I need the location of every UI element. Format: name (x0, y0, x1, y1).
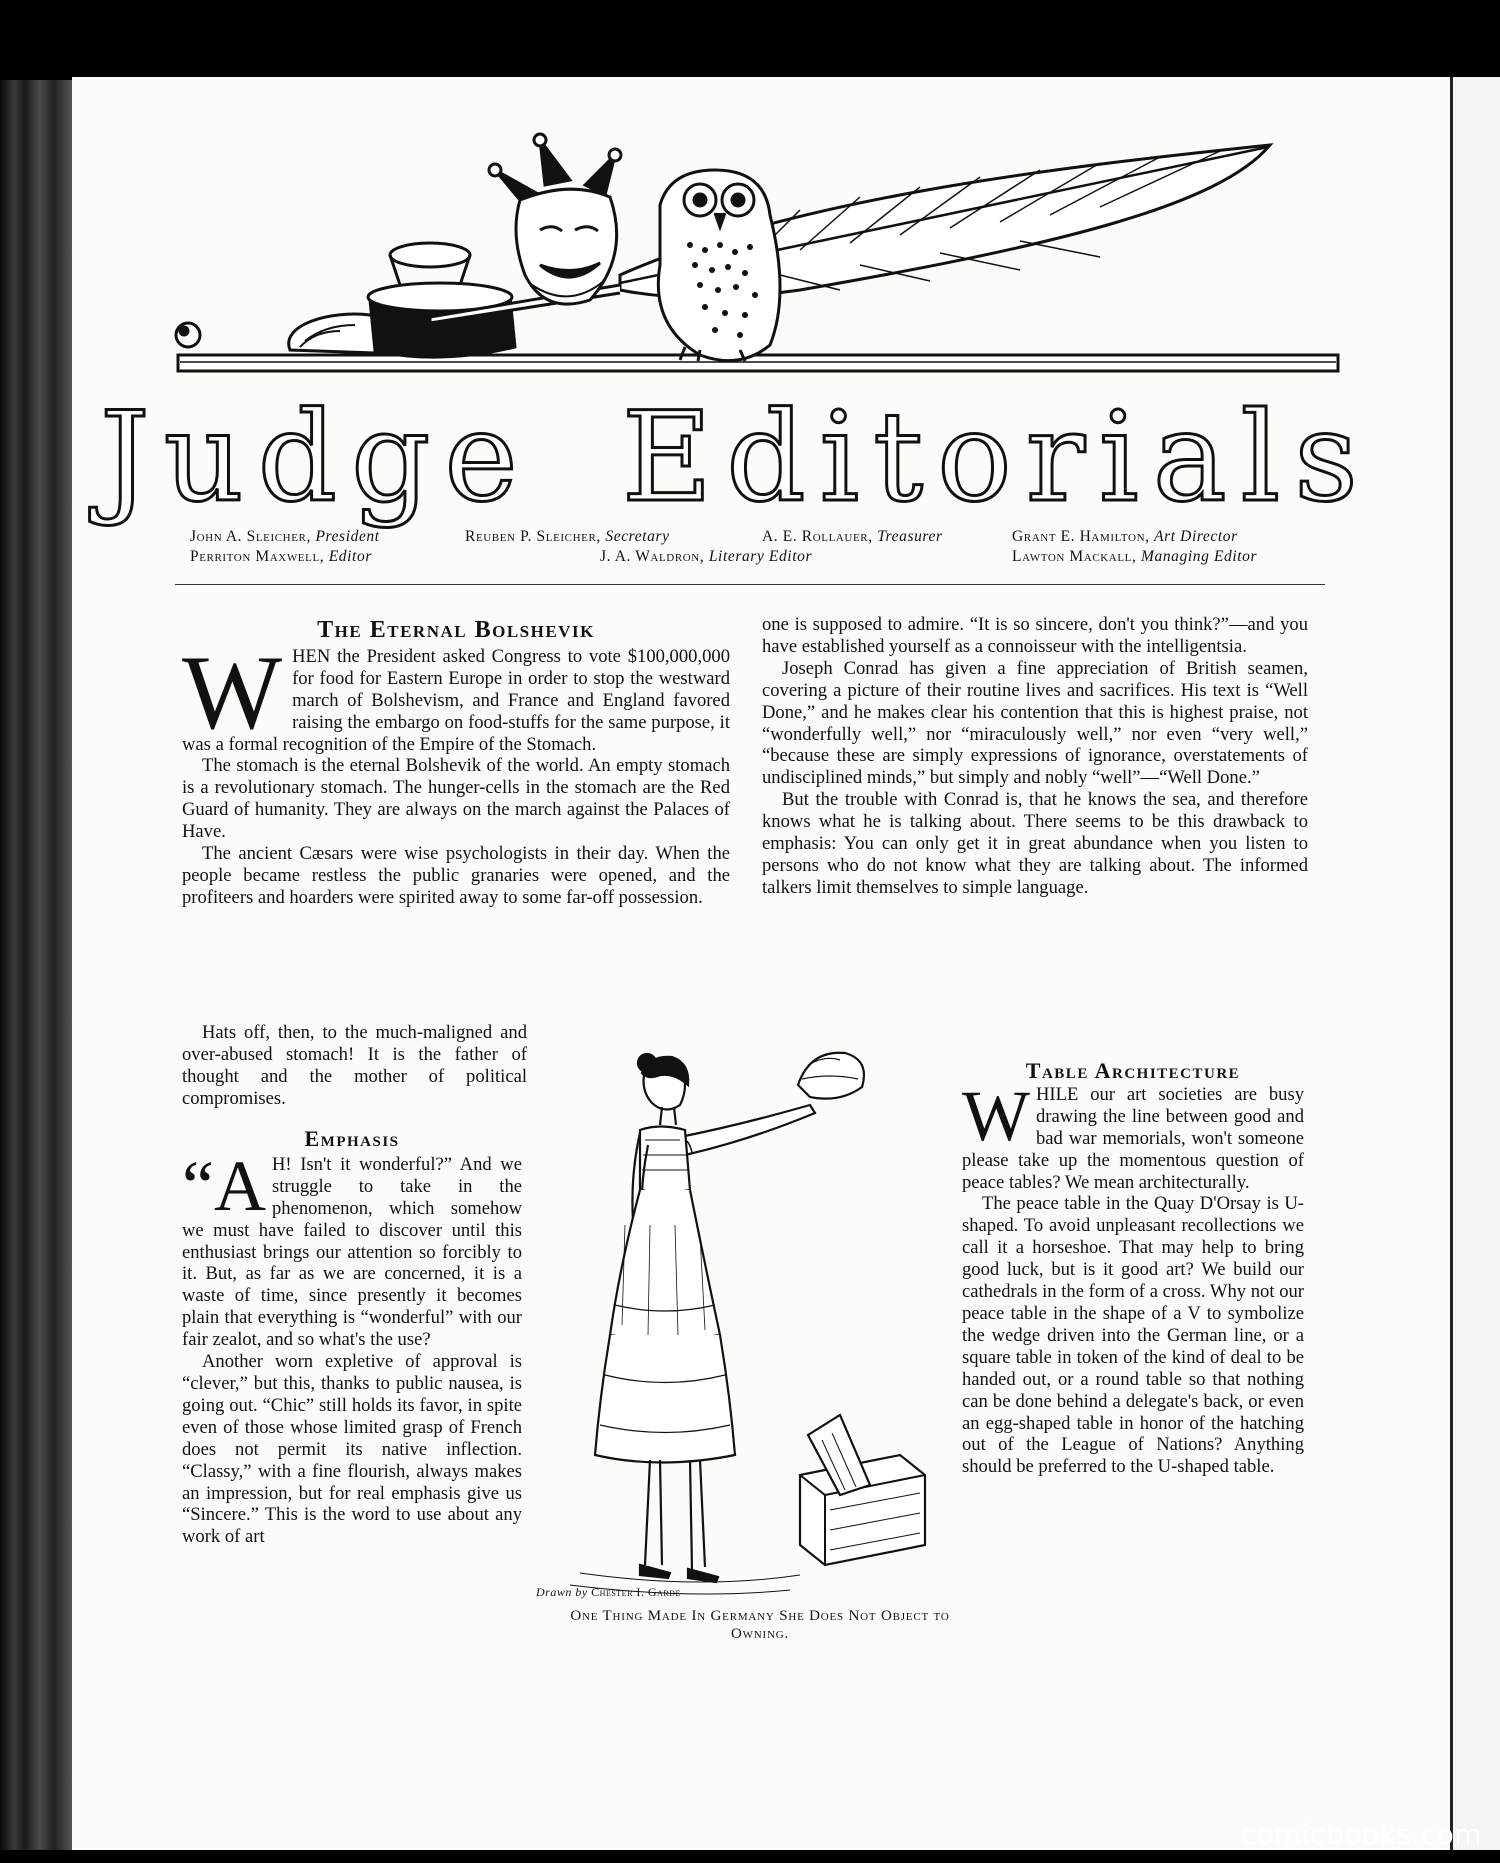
paragraph: H! Isn't it wonderful?” And we struggle to take in the phenomenon, which somehow we must have failed to discover until this enthusiast brings our attention so forcibly to it. But, as far as we are concerned, it is a waste of time, since presently it becomes plain that everything is “wonderful” with our fair zealot, and so what's the use? (182, 1153, 522, 1351)
paragraph: one is supposed to admire. “It is so sincere, don't you think?”—and you have established yourself as a connoisseur with the intelligentsia. (762, 614, 1308, 657)
dropcap-w: W (962, 1075, 1030, 1156)
staff-entry: J. A. Waldron, Literary Editor (600, 548, 813, 565)
staff-entry: Reuben P. Sleicher, Secretary (465, 528, 670, 545)
paragraph: HEN the President asked Congress to vote $100,000,000 for food for Eastern Europe in order to stop the westward march of Bolshevism, and France and England favored raising the embargo on food-stuffs for the same purpose, it was a formal recognition of the Empire of the Stomach. (182, 645, 730, 755)
article-emphasis (182, 1128, 522, 1548)
inkwell (368, 243, 515, 357)
paragraph: Joseph Conrad has given a fine appreciation of British seamen, covering a picture of their routine lives and sacrifices. His text is “Well Done,” and he makes clear his contention that this is highest praise, not “wonderfully well,” nor “miraculously well,” nor even “very well,” “because these are simply expressions of ignorance, overstatements of undisciplined minds,” but simply and nobly “well”—“Well Done.” (762, 657, 1308, 789)
illustration-caption: One Thing Made In Germany She Does Not Object to Owning. (570, 1608, 950, 1642)
article-emphasis-cont (762, 614, 1308, 899)
paragraph: HILE our art societies are busy drawing the line between good and bad war memorials, won't someone please take up the momentous question of peace tables? We mean architecturally. (962, 1083, 1304, 1193)
heading-eternal-bolshevik: The Eternal Bolshevik (317, 617, 595, 643)
staff-line-2 (190, 548, 1340, 568)
paragraph: Another worn expletive of approval is “clever,” but this, thanks to public nausea, is going out. “Chic” still holds its favor, in spite even of those whose limited grasp of French does not permit its native inflection. “Classy,” with a fine flourish, always makes an impression, but for real emphasis give us “Sincere.” This is the word to use about any work of art (182, 1351, 522, 1548)
masthead-rule (175, 584, 1325, 585)
title-word-editorials: Editorials (621, 386, 1372, 530)
book-binding (0, 80, 72, 1850)
paragraph: The stomach is the eternal Bolshevik of the world. An empty stomach is a revolutionary stomach. The hunger-cells in the stomach are the Red Guard of humanity. They are always on the march against the Palaces of Have. (182, 755, 730, 843)
masthead-title (100, 386, 1372, 530)
owl (658, 170, 780, 361)
article-eternal-bolshevik (182, 617, 730, 909)
shelf (178, 355, 1338, 371)
staff-entry: A. E. Rollauer, Treasurer (762, 528, 943, 545)
staff-listing (190, 528, 1340, 568)
staff-entry: John A. Sleicher, President (190, 528, 380, 545)
article-eternal-bolshevik-cont (182, 1022, 527, 1110)
heading-table-architecture: Table Architecture (1025, 1058, 1241, 1083)
paragraph: Hats off, then, to the much-maligned and over-abused stomach! It is the father of thought and the mother of political compromises. (182, 1022, 527, 1109)
paragraph: The ancient Cæsars were wise psychologists in their day. When the people became restless the public granaries were opened, and the profiteers and hoarders were spirited away to some far-off possession. (182, 843, 730, 908)
dropcap-a: “A (182, 1145, 266, 1226)
paragraph: But the trouble with Conrad is, that he knows the sea, and therefore knows what he is talking about. There seems to be this drawback to emphasis: You can only get it in great abundance when you listen to persons who do not know what they are talking about. The informed talkers limit themselves to simple language. (762, 789, 1308, 898)
staff-line-1 (190, 528, 1340, 548)
woman-with-helmet-illustration (540, 1045, 950, 1605)
staff-entry: Perriton Maxwell, Editor (190, 548, 372, 565)
watermark: comicbooks.com (1240, 1818, 1482, 1851)
ball (176, 323, 200, 347)
paragraph: The peace table in the Quay D'Orsay is U-shaped. To avoid unpleasant recollections we call it a horseshoe. That may help to bring good luck, but is it good art? We build our cathedrals in the form of a cross. Why not our peace table in the shape of a V to symbolize the wedge driven into the German line, or a square table in token of the kind of deal to be handed out, or a round table so that nothing can be done behind a delegate's back, or even an egg-shaped table in honor of the hatching out of the League of Nations? Anything should be preferred to the U-shaped table. (962, 1193, 1304, 1478)
illustration-credit: Drawn by Chester I. Garde (536, 1585, 681, 1599)
heading-emphasis: Emphasis (304, 1126, 400, 1151)
header-illustration (100, 85, 1340, 385)
dropcap-w: W (182, 633, 283, 751)
article-table-architecture (962, 1060, 1304, 1478)
jester-mask (489, 134, 621, 304)
staff-entry: Lawton Mackall, Managing Editor (1012, 548, 1258, 565)
staff-entry: Grant E. Hamilton, Art Director (1012, 528, 1238, 545)
title-word-judge: Judge (100, 386, 532, 530)
next-page-edge (1450, 77, 1500, 1850)
